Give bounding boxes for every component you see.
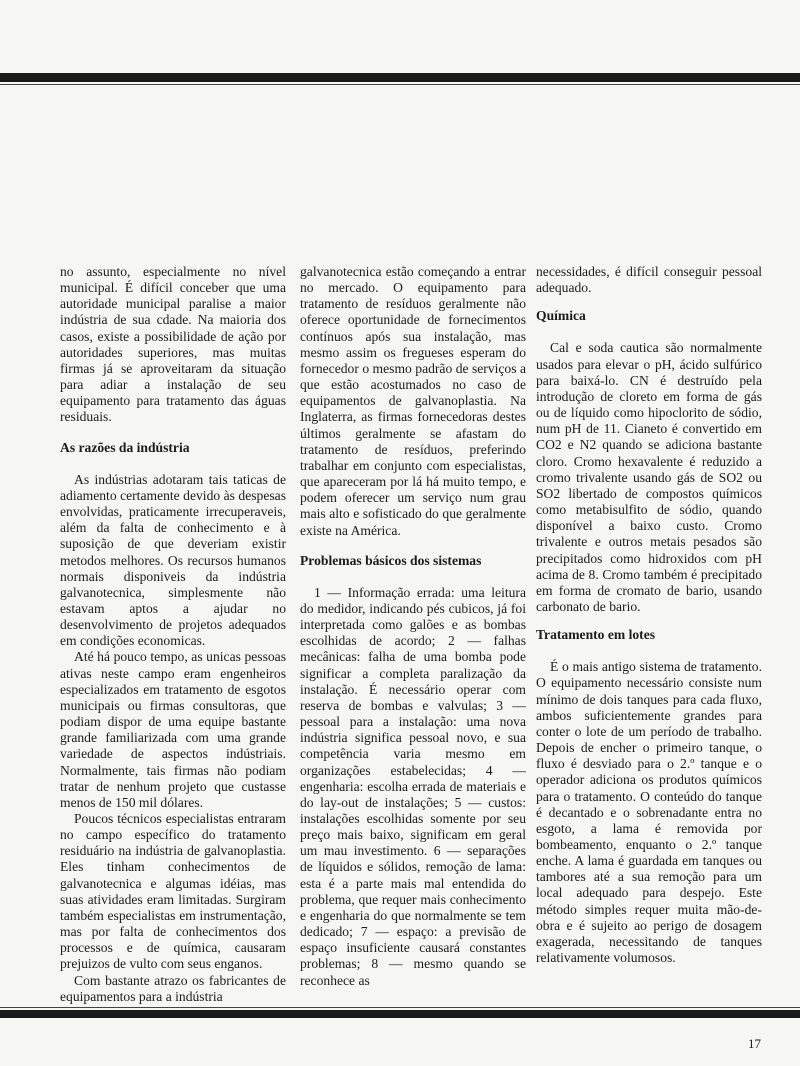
paragraph: necessidades, é difícil conseguir pessoal adequado. xyxy=(536,264,762,296)
paragraph: galvanotecnica estão começando a entrar no mercado. O equipamento para tratamento de resíduos geralmente não oferece oportunidade de fornecimentos contínuos após sua instalação, mas mesmo assim os fregueses esperam do fornecedor o mesmo padrão de serviços a que estão acostumados no caso de equipamentos de galvanoplastia. Na Inglaterra, as firmas fornecedoras destes últimos geralmente se afastam do tratamento de resíduos, preferindo trabalhar em conjunto com especialistas, que apareceram por lá há muito tempo, e podem oferecer um serviço num grau mais alto e sofisticado do que geralmente existe na América. xyxy=(300,264,526,538)
section-heading: Problemas básicos dos sistemas xyxy=(300,552,482,568)
paragraph: As indústrias adotaram tais taticas de adiamento certamente devido às despesas envolvidas, praticamente irrecuperaveis, além da falta de conhecimento e à suposição de que deveriam existir metodos melhores. Os recursos humanos normais disponiveis da indústria galvanotecnica, simplesmente não estavam aptos a ajudar no desenvolvimento de projetos adequados em condições economicas. xyxy=(60,471,286,649)
paragraph: no assunto, especialmente no nível municipal. É difícil conceber que uma autoridade municipal paralise a maior indústria de sua cdade. Na maioria dos casos, existe a possibilidade de ação por autoridades superiores, mas muitas firmas já se aproveitaram da situação para adiar a instalação de seu equipamento para tratamento das águas residuais. xyxy=(60,264,286,425)
text-column-2 xyxy=(300,264,526,989)
page-number: 17 xyxy=(748,1036,761,1051)
section-heading: Tratamento em lotes xyxy=(536,627,656,643)
top-rule xyxy=(0,73,800,82)
section-heading: Química xyxy=(536,308,586,324)
text-column-3 xyxy=(536,264,762,966)
paragraph: Cal e soda cautica são normalmente usados para elevar o pH, ácido sulfúrico para baixá-lo. CN é destruído pela introdução de cloreto em forma de gás ou de líquido como hipoclorito de sódio, num pH de 11. Cianeto é convertido em CO2 e N2 quando se adiciona bastante cloro. Cromo hexavalente é reduzido a cromo trivalente usando gás de SO2 ou SO2 libertado de compostos químicos como metabisulfito de sódio, quando disponível a baixo custo. Cromo trivalente e outros metais pesados são precipitados como hidroxidos com pH acima de 8. Cromo também é precipitado em forma de cromato de bario, usando carbonato de bario. xyxy=(536,340,762,614)
paragraph: Poucos técnicos especialistas entraram no campo específico do tratamento residuário na indústria de galvanoplastia. Eles tinham conhecimentos de galvanotecnica e algumas idéias, mas suas atividades eram limitadas. Surgiram também especialistas em instrumentação, mas por falta de conhecimentos dos processos e de química, causaram prejuizos de vulto com seus enganos. xyxy=(60,811,286,972)
paragraph: Com bastante atrazo os fabricantes de equipamentos para a indústria xyxy=(60,972,286,1004)
section-heading: As razões da indústria xyxy=(60,439,190,455)
bottom-rule xyxy=(0,1010,800,1018)
paragraph: É o mais antigo sistema de tratamento. O equipamento necessário consiste num mínimo de dois tanques para cada fluxo, ambos suficientemente grandes para conter o lote de um período de trabalho. Depois de encher o primeiro tanque, o fluxo é desviado para o 2.º tanque e o operador adiciona os produtos químicos para o tratamento. O conteúdo do tanque é decantado e o sobrenadante entra no esgoto, a lama é removida por bombeamento, enquanto o 2.º tanque enche. A lama é guardada em tanques ou tambores até a sua remoção para um local adequado para despejo. Este método simples requer muita mão-de-obra e é sujeito ao perigo de dosagem exagerada, necessitando de tanques relativamente volumosos. xyxy=(536,659,762,966)
paragraph: Até há pouco tempo, as unicas pessoas ativas neste campo eram engenheiros especializados em tratamento de esgotos municipais ou firmas consultoras, que podiam dispor de uma equipe bastante grande familiarizada com uma grande variedade de aspectos indústriais. Normalmente, tais firmas não podiam tratar de nenhum projeto que custasse menos de 150 mil dólares. xyxy=(60,649,286,810)
text-column-1 xyxy=(60,264,286,1005)
paragraph: 1 — Informação errada: uma leitura do medidor, indicando pés cubicos, já foi interpretada como galões e as bombas escolhidas de acordo; 2 — falhas mecânicas: falha de uma bomba pode significar a completa paralização da instalação. É necessário operar com reserva de bombas e valvulas; 3 — pessoal para a instalação: uma nova indústria significa pessoal novo, e sua competência varia mesmo em organizações estabelecidas; 4 — engenharia: escolha errada de materiais e do lay-out de instalações; 5 — custos: instalações escolhidas somente por seu preço mais baixo, significam em geral um mau investimento. 6 — separações de líquidos e sólidos, remoção de lama: esta é a parte mais mal entendida do problema, que requer mais conhecimento e engenharia do que normalmente se tem dedicado; 7 — espaço: a previsão de espaço insuficiente causará constantes problemas; 8 — mesmo quando se reconhece as xyxy=(300,584,526,988)
